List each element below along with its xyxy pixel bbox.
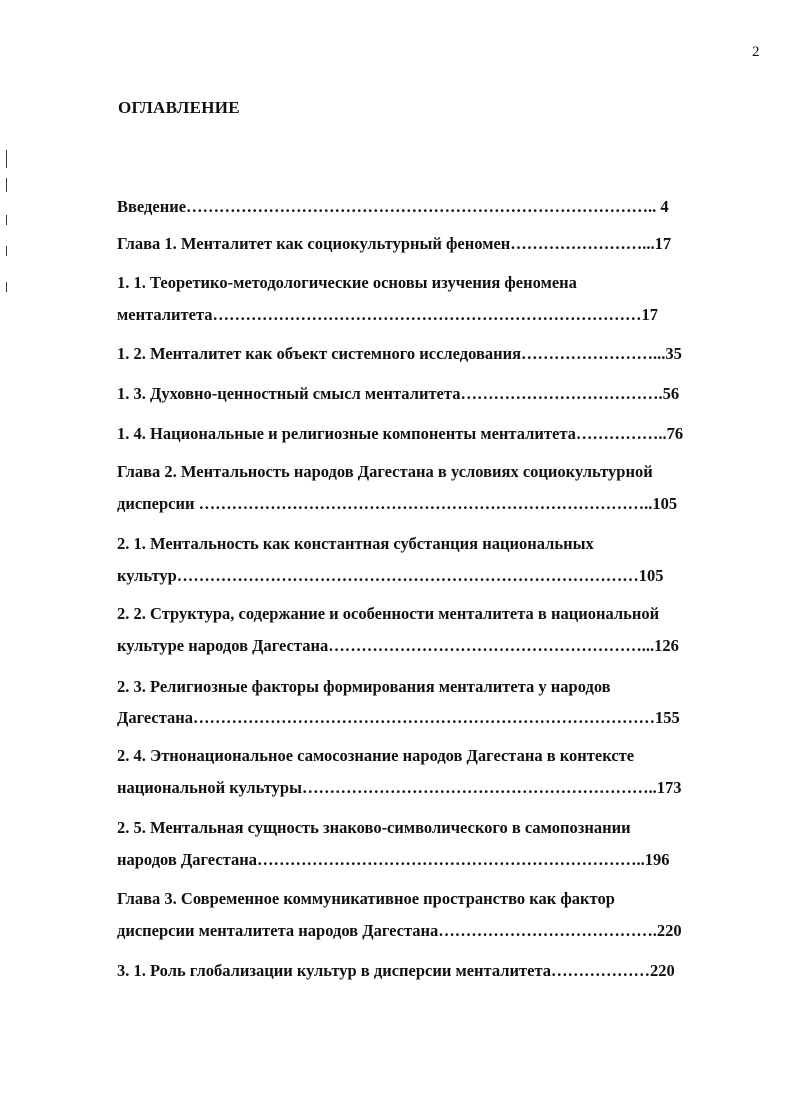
- toc-entry-1-1-line-2: менталитета……………………………………………………………………17: [117, 305, 659, 324]
- toc-entry-1-3: 1. 3. Духовно-ценностный смысл менталитета……………………………….56: [117, 384, 680, 403]
- scan-artifact: [6, 282, 7, 292]
- toc-entry-1-4: 1. 4. Национальные и религиозные компоненты менталитета……………..76: [117, 424, 684, 443]
- toc-entry-1-1-line-1: 1. 1. Теоретико-методологические основы изучения феномена: [117, 273, 577, 292]
- toc-entry-chapter-3-line-2: дисперсии менталитета народов Дагестана………………………………….220: [117, 921, 682, 940]
- toc-entry-chapter-3-line-1: Глава 3. Современное коммуникативное пространство как фактор: [117, 889, 615, 908]
- scan-artifact: [6, 178, 7, 192]
- toc-entry-3-1: 3. 1. Роль глобализации культур в дисперсии менталитета………………220: [117, 961, 675, 980]
- toc-entry-2-4-line-1: 2. 4. Этнонациональное самосознание народов Дагестана в контексте: [117, 746, 635, 765]
- toc-entry-2-5-line-1: 2. 5. Ментальная сущность знаково-символического в самопознании: [117, 818, 631, 837]
- toc-entry-1-2: 1. 2. Менталитет как объект системного исследования……………………...35: [117, 344, 682, 363]
- toc-entry-chapter-1: Глава 1. Менталитет как социокультурный феномен……………………...17: [117, 234, 672, 253]
- scan-artifact: [6, 215, 7, 225]
- toc-entry-chapter-2-line-2: дисперсии ………………………………………………………………………..105: [117, 494, 678, 513]
- toc-entry-chapter-2-line-1: Глава 2. Ментальность народов Дагестана в условиях социокультурной: [117, 462, 653, 481]
- toc-entry-2-5-line-2: народов Дагестана……………………………………………………………..196: [117, 850, 670, 869]
- scan-artifact: [6, 246, 7, 256]
- toc-entry-2-1-line-2: культур…………………………………………………………………………105: [117, 566, 664, 585]
- scan-artifact: [6, 150, 7, 168]
- toc-entry-2-4-line-2: национальной культуры………………………………………………………..173: [117, 778, 682, 797]
- toc-entry-introduction: Введение………………………………………………………………………….. 4: [117, 197, 669, 216]
- toc-entry-2-2-line-1: 2. 2. Структура, содержание и особенности менталитета в национальной: [117, 604, 660, 623]
- page-title: ОГЛАВЛЕНИЕ: [118, 98, 240, 117]
- toc-entry-2-3-line-1: 2. 3. Религиозные факторы формирования менталитета у народов: [117, 677, 611, 696]
- toc-entry-2-2-line-2: культуре народов Дагестана…………………………………………………...126: [117, 636, 679, 655]
- page-number: 2: [752, 44, 760, 60]
- toc-entry-2-3-line-2: Дагестана…………………………………………………………………………155: [117, 708, 680, 727]
- toc-entry-2-1-line-1: 2. 1. Ментальность как константная субстанция национальных: [117, 534, 594, 553]
